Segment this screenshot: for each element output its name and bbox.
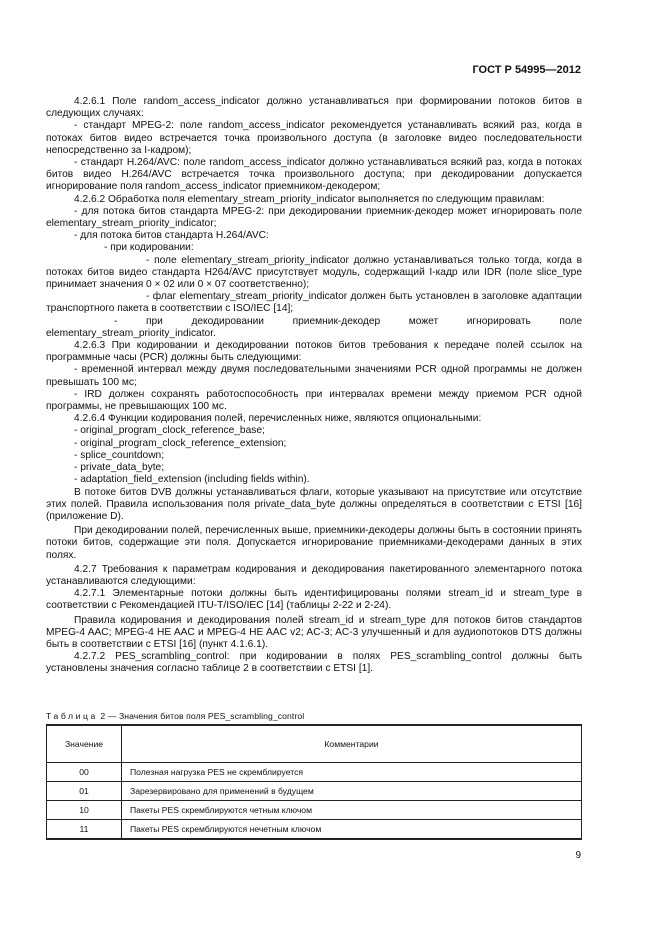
list-item: - splice_countdown; [74, 449, 165, 461]
list-item: - private_data_byte; [74, 462, 165, 474]
table-row [47, 820, 582, 840]
paragraph: 4.2.6.3 При кодировании и декодировании потоков битов требования к передаче полей ссылок на программные часы (PCR) должны быть следующими: [46, 340, 582, 364]
list-item: - при кодировании: [104, 242, 194, 254]
paragraph: 4.2.6.4 Функции кодирования полей, перечисленных ниже, являются опциональными: [74, 413, 482, 425]
list-item: - для потока битов стандарта MPEG-2: при декодировании приемник-декодер может игнорировать поле elementary_stream_priority_indicator; [46, 205, 582, 230]
paragraph: Правила кодирования и декодирования полей stream_id и stream_type для потоков битов стандартов MPEG-4 AAC; MPEG-4 HE AAC и MPEG-4 HE AAC v2; AC-3; AC-3 улучшенный и для аудиопотоков DTS должны быть в соответствии с ETSI [16] (пункт 4.1.6.1). [46, 614, 582, 650]
cell-comment: Полезная нагрузка PES не скремблируется [122, 763, 582, 782]
table-caption-word: Таблица [46, 711, 98, 721]
cell-value: 10 [47, 801, 122, 820]
paragraph: 4.2.7 Требования к параметрам кодирования и декодирования пакетированного элементарного потока устанавливаются следующими: [46, 563, 582, 587]
list-item: - для потока битов стандарта H.264/AVC: [74, 230, 269, 242]
cell-comment: Пакеты PES скремблируются четным ключом [122, 801, 582, 820]
list-item: - временной интервал между двумя последовательными значениями PCR одной программы не должен превышать 100 мс; [46, 364, 582, 388]
list-item: - стандарт MPEG-2: поле random_access_indicator рекомендуется устанавливать всякий раз, когда в потоках битов видео встречается точка произвольного доступа (в заголовке видео последовательности непосредственно за I-кадром); [46, 120, 582, 156]
values-table [46, 724, 582, 840]
cell-value: 00 [47, 763, 122, 782]
paragraph: 4.2.7.2 PES_scrambling_control: при кодировании в полях PES_scrambling_control должны быть установлены значения согласно таблице 2 в соответствии с ETSI [1]. [46, 651, 582, 675]
table-caption [46, 711, 304, 721]
document-header: ГОСТ Р 54995—2012 [472, 64, 581, 76]
paragraph: 4.2.6.1 Поле random_access_indicator должно устанавливаться при формировании потоков битов в следующих случаях: [46, 96, 582, 120]
paragraph: 4.2.6.2 Обработка поля elementary_stream_priority_indicator выполняется по следующим правилам: [74, 193, 545, 205]
cell-value: 11 [47, 820, 122, 840]
list-item: - IRD должен сохранять работоспособность при интервалах времени между приемом PCR одной программы, не превышающих 100 мс. [46, 388, 582, 413]
paragraph: При декодировании полей, перечисленных выше, приемники-декодеры должны быть в состоянии принять потоки битов, содержащие эти поля. Допускается игнорирование приемниками-декодерами данных в этих полях. [46, 525, 582, 561]
cell-value: 01 [47, 782, 122, 801]
document-body [46, 96, 582, 676]
column-header-value: Значение [47, 725, 122, 763]
table-header-row [47, 725, 582, 763]
list-item: - adaptation_field_extension (including fields within). [74, 474, 310, 486]
table-row [47, 801, 582, 820]
table-caption-text: 2 — Значения битов поля PES_scrambling_control [100, 711, 305, 721]
cell-comment: Зарезервировано для применений в будущем [122, 782, 582, 801]
cell-comment: Пакеты PES скремблируются нечетным ключом [122, 820, 582, 840]
paragraph: В потоке битов DVB должны устанавливаться флаги, которые указывают на присутствие или отсутствие этих полей. Правила использования поля private_data_byte должны определяться в соответствии с ETSI [16] (приложение D). [46, 486, 582, 522]
list-item: - original_program_clock_reference_base; [74, 425, 265, 437]
page-number: 9 [575, 850, 581, 861]
table-row [47, 782, 582, 801]
paragraph: 4.2.7.1 Элементарные потоки должны быть идентифицированы полями stream_id и stream_type в соответствии с Рекомендацией ITU-T/ISO/IEC [14] (таблицы 2-22 и 2-24). [46, 588, 582, 612]
list-item: - стандарт H.264/AVC: поле random_access_indicator должно устанавливаться всякий раз, когда в потоках битов видео H.264/AVC встречается точка произвольного доступа; при декодировании допускается игнорирование поля random_access_indicator приемником-декодером; [46, 157, 582, 193]
list-item: - при декодировании приемник-декодер может игнорировать поле elementary_stream_priority_indicator. [46, 315, 582, 339]
table-row [47, 763, 582, 782]
list-item: - флаг elementary_stream_priority_indicator должен быть установлен в заголовке адаптации транспортного пакета в соответствии с ISO/IEC [14]; [46, 291, 582, 315]
list-item: - original_program_clock_reference_extension; [74, 437, 287, 449]
list-item: - поле elementary_stream_priority_indicator должно устанавливаться только тогда, когда в потоках битов видео стандарта H264/AVC присутствует модуль, содержащий I-кадр или IDR (поле slice_type принимает значения 0 × 02 или 0 × 07 соответственно); [46, 254, 582, 291]
column-header-comment: Комментарии [122, 725, 582, 763]
